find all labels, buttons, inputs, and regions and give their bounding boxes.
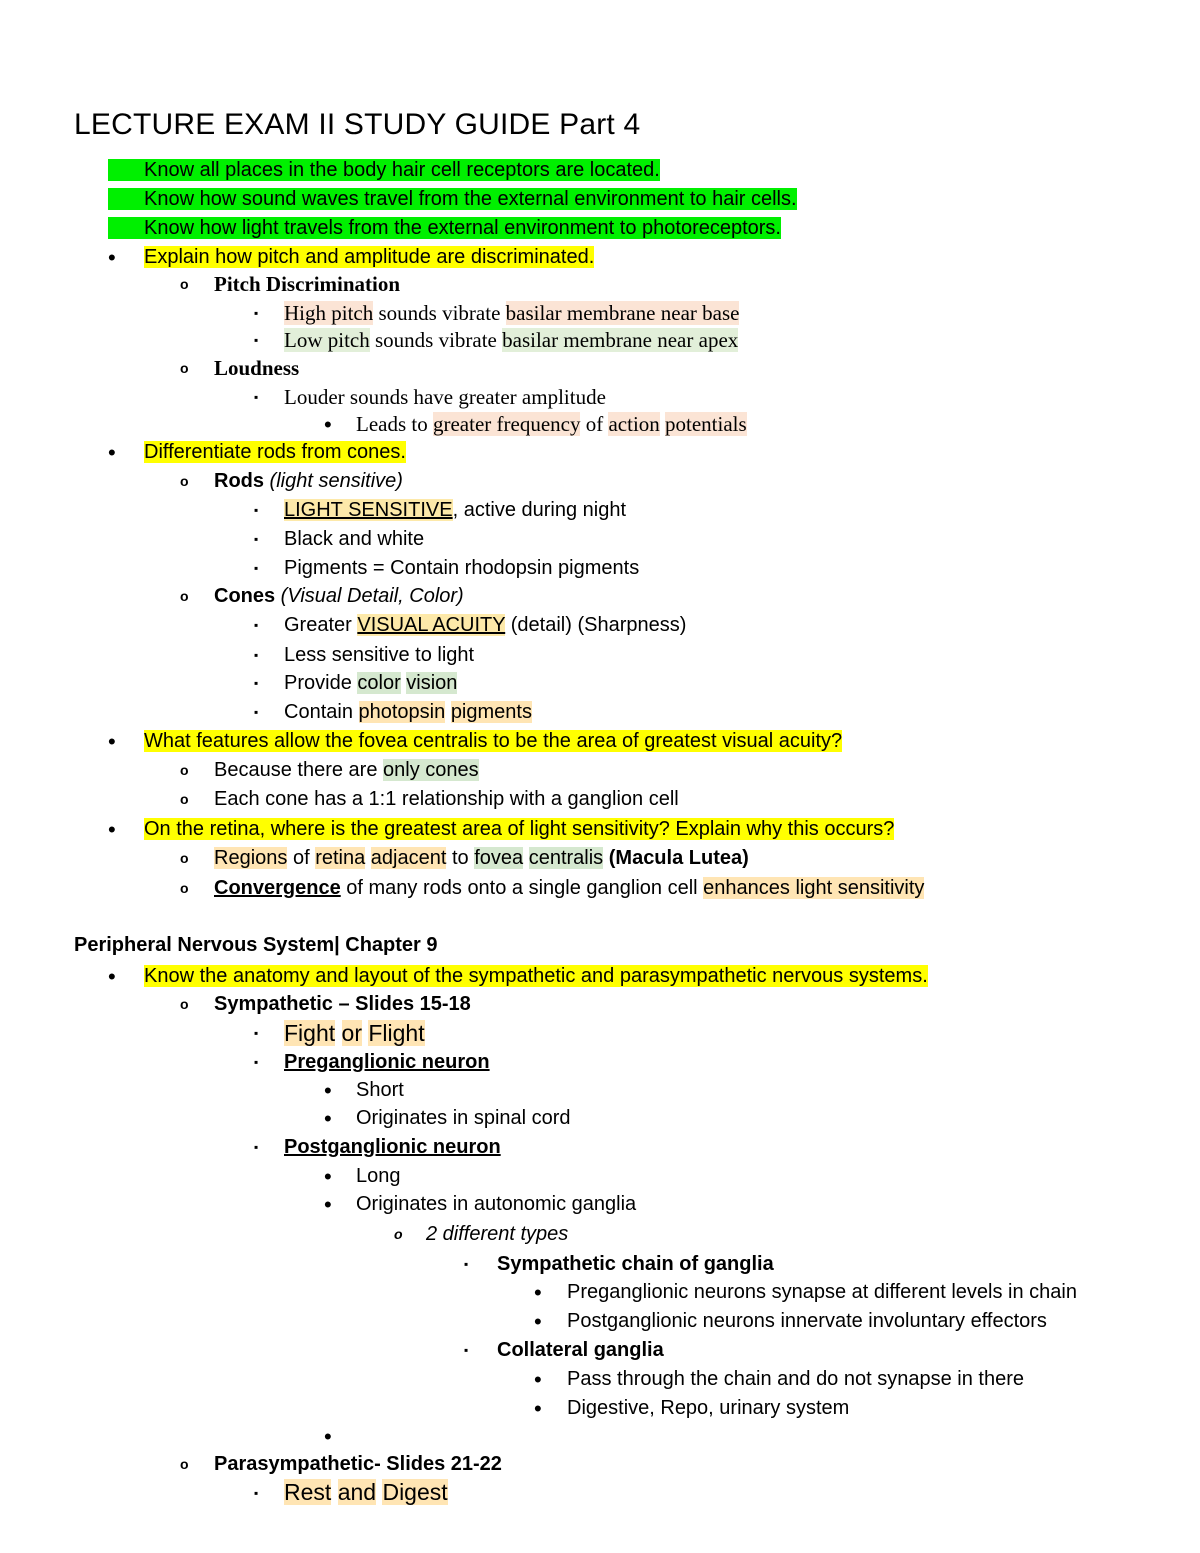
collateral-heading (497, 1337, 664, 1364)
rest-term: Rest (284, 1479, 332, 1505)
text-run: Leads to (356, 412, 433, 436)
rod-pigments: Pigments = Contain rhodopsin pigments (284, 557, 640, 579)
base-term: basilar membrane near base (505, 301, 740, 325)
text-run (335, 1020, 341, 1046)
objective-text: Know how sound waves travel from the external environment to hair cells. (108, 188, 797, 210)
enhances-term: enhances light sensitivity (703, 877, 925, 899)
square-marker: ▪ (254, 1140, 259, 1154)
objective-text: Know all places in the body hair cell receptors are located. (108, 159, 660, 181)
objective-retina (144, 816, 894, 843)
objective-text: What features allow the fovea centralis to be the area of greatest visual acuity? (144, 730, 843, 752)
rest-and-digest (284, 1478, 448, 1507)
square-marker: ▪ (254, 306, 259, 320)
retina-term: retina (315, 847, 366, 869)
text-run: sounds vibrate (369, 328, 503, 352)
cone-color (284, 670, 457, 697)
chain-postganglionic: Postganglionic neurons innervate involuntary effectors (567, 1310, 1047, 1332)
square-marker: ▪ (254, 532, 259, 546)
cones-label: Cones (214, 585, 276, 607)
objective-text: Differentiate rods from cones. (144, 441, 406, 463)
chain-label: Sympathetic chain of ganglia (497, 1253, 774, 1275)
or-term: or (341, 1020, 362, 1046)
low-pitch-term: Low pitch (284, 328, 370, 352)
square-marker: ▪ (464, 1343, 469, 1357)
circle-marker: o (180, 588, 189, 604)
light-sensitive-term: LIGHT SENSITIVE (284, 499, 453, 521)
photopsin-term: photopsin (358, 701, 446, 723)
retina-convergence (214, 875, 924, 902)
post-long: Long (356, 1165, 401, 1187)
objective-text: Explain how pitch and amplitude are discriminated. (144, 246, 595, 268)
circle-marker: o (394, 1226, 403, 1242)
cones-note: (Visual Detail, Color) (275, 585, 464, 607)
rod-light-sensitive (284, 497, 626, 524)
rods-note: (light sensitive) (264, 470, 403, 492)
square-marker: ▪ (254, 1055, 259, 1069)
objective-light (108, 215, 781, 242)
objective-rods-cones (144, 439, 406, 466)
low-pitch-line (284, 327, 738, 354)
text-run: to (446, 847, 475, 869)
cones-heading (214, 583, 464, 610)
bullet-marker: • (534, 1280, 542, 1305)
bullet-marker: • (108, 245, 116, 270)
preganglionic-heading (284, 1049, 490, 1076)
text-run (331, 1479, 337, 1505)
text-run: Greater (284, 614, 358, 636)
color-term: color (357, 672, 401, 694)
square-marker: ▪ (254, 618, 259, 632)
square-marker: ▪ (254, 333, 259, 347)
objective-hair-cells (108, 157, 660, 184)
objective-text: On the retina, where is the greatest area of light sensitivity? Explain why this occurs? (144, 818, 895, 840)
text-run (365, 847, 371, 869)
square-marker: ▪ (254, 648, 259, 662)
vision-term: vision (406, 672, 458, 694)
postganglionic-heading (284, 1134, 501, 1161)
text-run: Because there are (214, 759, 383, 781)
bullet-marker: • (108, 729, 116, 754)
square-marker: ▪ (254, 705, 259, 719)
fovea-term: fovea (474, 847, 524, 869)
frequency-term: greater frequency (432, 412, 581, 436)
flight-term: Flight (368, 1020, 425, 1046)
bullet-marker: • (324, 412, 332, 437)
cone-photopsin (284, 699, 532, 726)
leads-line (356, 411, 747, 438)
visual-acuity-term: VISUAL ACUITY (357, 614, 506, 636)
pitch-label: Pitch Discrimination (214, 272, 401, 296)
pitch-heading (214, 271, 400, 298)
circle-marker: o (180, 791, 189, 807)
preganglionic-label: Preganglionic neuron (284, 1051, 490, 1073)
square-marker: ▪ (464, 1257, 469, 1271)
circle-marker: o (180, 276, 189, 292)
parasympathetic-label: Parasympathetic- Slides 21-22 (214, 1453, 502, 1475)
post-autonomic-ganglia: Originates in autonomic ganglia (356, 1193, 637, 1215)
adjacent-term: adjacent (370, 847, 447, 869)
fovea-one-to-one: Each cone has a 1:1 relationship with a ganglion cell (214, 788, 679, 810)
postganglionic-label: Postganglionic neuron (284, 1136, 501, 1158)
loudness-label: Loudness (214, 356, 300, 380)
text-run: of many rods onto a single ganglion cell (340, 877, 704, 899)
square-marker: ▪ (254, 561, 259, 575)
circle-marker: o (180, 762, 189, 778)
text-run: Contain (284, 701, 359, 723)
text-run: , active during night (452, 499, 627, 521)
circle-marker: o (180, 880, 189, 896)
objective-sound-waves (108, 186, 797, 213)
high-pitch-term: High pitch (284, 301, 374, 325)
bullet-marker: • (324, 1078, 332, 1103)
pigments-term: pigments (450, 701, 532, 723)
text-run: Provide (284, 672, 358, 694)
loudness-heading (214, 355, 299, 382)
circle-marker: o (180, 1456, 189, 1472)
text-run: of (580, 412, 609, 436)
objective-text: Know the anatomy and layout of the sympathetic and parasympathetic nervous systems. (144, 965, 928, 987)
collateral-label: Collateral ganglia (497, 1339, 664, 1361)
chain-heading (497, 1251, 774, 1278)
pre-spinal-cord: Originates in spinal cord (356, 1107, 571, 1129)
objective-pitch-amplitude (144, 244, 594, 271)
and-term: and (337, 1479, 377, 1505)
objective-text: Know how light travels from the external environment to photoreceptors. (108, 217, 781, 239)
potentials-term: potentials (665, 412, 747, 436)
circle-marker: o (180, 996, 189, 1012)
convergence-term: Convergence (214, 877, 341, 899)
bullet-marker: • (324, 1164, 332, 1189)
sympathetic-label: Sympathetic – Slides 15-18 (214, 993, 471, 1015)
text-run: of (287, 847, 316, 869)
rod-black-white: Black and white (284, 528, 425, 550)
circle-marker: o (180, 850, 189, 866)
circle-marker: o (180, 473, 189, 489)
macula-lutea: (Macula Lutea) (603, 847, 749, 869)
cone-acuity (284, 612, 686, 639)
action-term: action (608, 412, 660, 436)
square-marker: ▪ (254, 1026, 259, 1040)
text-run (523, 847, 529, 869)
types-label: 2 different types (426, 1223, 569, 1245)
bullet-marker: • (534, 1367, 542, 1392)
high-pitch-line (284, 300, 739, 327)
only-cones-term: only cones (383, 759, 479, 781)
document-title: LECTURE EXAM II STUDY GUIDE Part 4 (74, 108, 641, 141)
bullet-marker: • (108, 964, 116, 989)
bullet-marker: • (324, 1192, 332, 1217)
digest-term: Digest (382, 1479, 448, 1505)
bullet-marker: • (534, 1309, 542, 1334)
chain-preganglionic: Preganglionic neurons synapse at different levels in chain (567, 1281, 1077, 1303)
louder-line: Louder sounds have greater amplitude (284, 385, 606, 409)
rods-label: Rods (214, 470, 264, 492)
square-marker: ▪ (254, 390, 259, 404)
circle-marker: o (180, 360, 189, 376)
collateral-pass-through: Pass through the chain and do not synapse in there (567, 1368, 1024, 1390)
rods-heading (214, 468, 403, 495)
text-run: sounds vibrate (373, 301, 506, 325)
text-run: (detail) (Sharpness) (505, 614, 687, 636)
fight-or-flight (284, 1019, 425, 1048)
apex-term: basilar membrane near apex (502, 328, 739, 352)
square-marker: ▪ (254, 503, 259, 517)
empty-bullet-marker: • (324, 1424, 332, 1449)
bullet-marker: • (108, 440, 116, 465)
retina-regions (214, 845, 749, 872)
objective-fovea (144, 728, 842, 755)
bullet-marker: • (324, 1106, 332, 1131)
centralis-term: centralis (528, 847, 604, 869)
section-heading: Peripheral Nervous System| Chapter 9 (74, 934, 438, 956)
square-marker: ▪ (254, 1486, 259, 1500)
two-types (426, 1221, 568, 1248)
fovea-only-cones (214, 757, 479, 784)
sympathetic-heading (214, 991, 471, 1018)
bullet-marker: • (108, 817, 116, 842)
regions-term: Regions (214, 847, 288, 869)
square-marker: ▪ (254, 676, 259, 690)
text-run (445, 701, 451, 723)
fight-term: Fight (284, 1020, 336, 1046)
bullet-marker: • (534, 1396, 542, 1421)
collateral-systems: Digestive, Repo, urinary system (567, 1397, 850, 1419)
parasympathetic-heading (214, 1451, 502, 1478)
objective-ans (144, 963, 928, 990)
cone-less-sensitive: Less sensitive to light (284, 644, 475, 666)
pre-short: Short (356, 1079, 404, 1101)
